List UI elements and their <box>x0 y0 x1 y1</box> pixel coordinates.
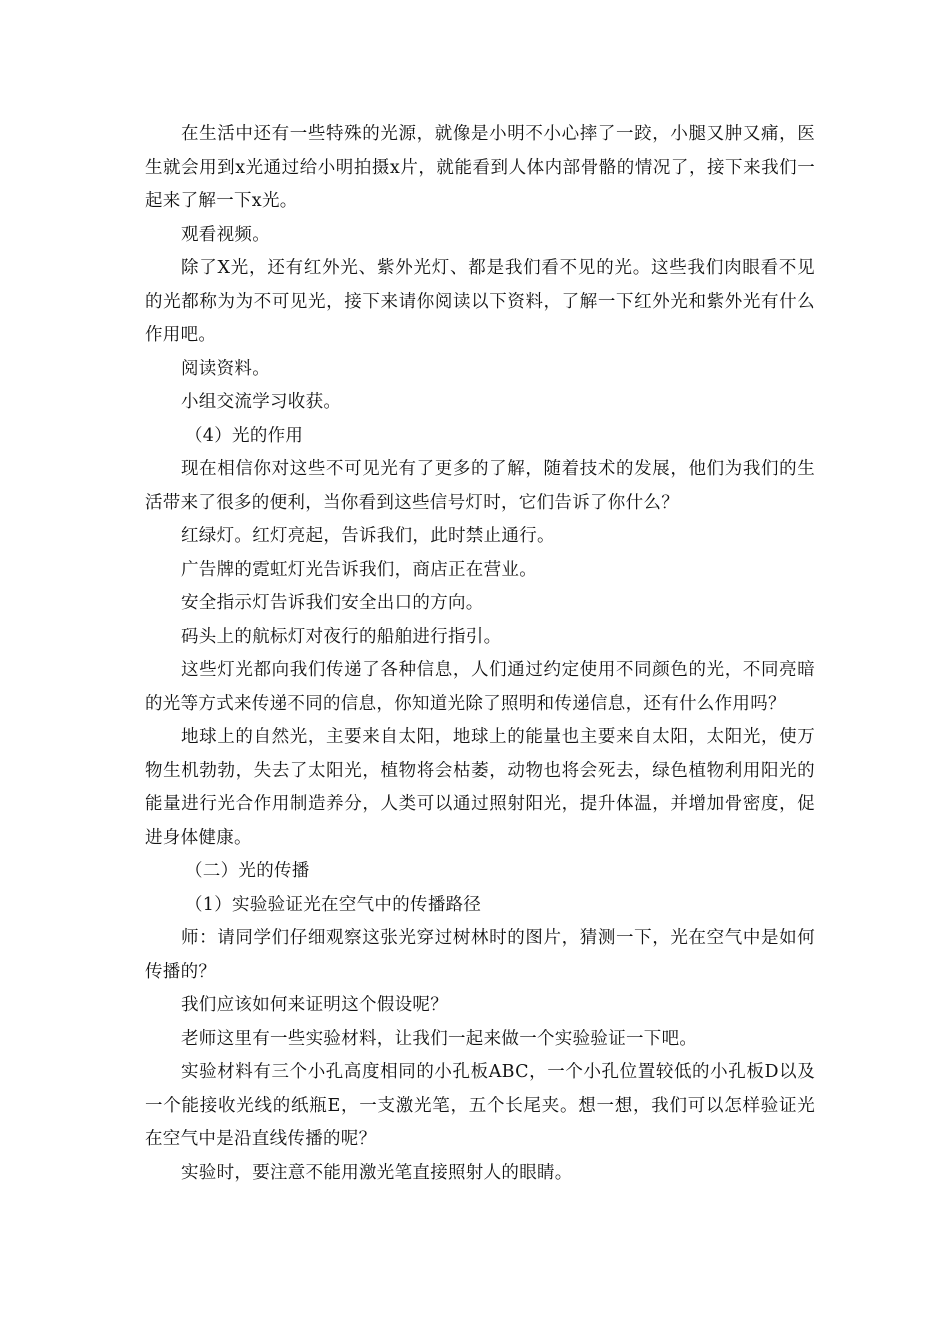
paragraph: 红绿灯。红灯亮起，告诉我们，此时禁止通行。 <box>181 526 555 546</box>
paragraph: 老师这里有一些实验材料，让我们一起来做一个实验验证一下吧。 <box>181 1028 698 1049</box>
document-body <box>145 118 815 1190</box>
section-heading: （4）光的作用 <box>185 425 304 446</box>
paragraph: 广告牌的霓虹灯光告诉我们，商店正在营业。 <box>181 559 537 580</box>
paragraph: 我们应该如何来证明这个假设呢？ <box>181 995 448 1015</box>
paragraph: 现在相信你对这些不可见光有了更多的了解，随着技术的发展，他们为我们的生活带来了很多的便利，当你看到这些信号灯时，它们告诉了你什么？ <box>145 459 815 513</box>
section-heading: （二）光的传播 <box>185 861 310 881</box>
paragraph: 阅读资料。 <box>181 358 270 379</box>
paragraph: 师：请同学们仔细观察这张光穿过树林时的图片，猜测一下，光在空气中是如何传播的？ <box>145 928 815 982</box>
paragraph: 地球上的自然光，主要来自太阳，地球上的能量也主要来自太阳，太阳光，使万物生机勃勃，失去了太阳光，植物将会枯萎，动物也将会死去，绿色植物利用阳光的能量进行光合作用制造养分，人类可以通过照射阳光，提升体温，并增加骨密度，促进身体健康。 <box>145 727 815 848</box>
subsection-heading: （1）实验验证光在空气中的传播路径 <box>185 894 482 915</box>
paragraph: 除了X光，还有红外光、紫外光灯、都是我们看不见的光。这些我们肉眼看不见的光都称为为不可见光，接下来请你阅读以下资料，了解一下红外光和紫外光有什么作用吧。 <box>145 258 815 345</box>
paragraph: 实验时，要注意不能用激光笔直接照射人的眼睛。 <box>181 1162 573 1183</box>
paragraph: 码头上的航标灯对夜行的船舶进行指引。 <box>181 626 502 647</box>
paragraph: 观看视频。 <box>181 224 270 245</box>
paragraph: 这些灯光都向我们传递了各种信息，人们通过约定使用不同颜色的光，不同亮暗的光等方式来传递不同的信息，你知道光除了照明和传递信息，还有什么作用吗？ <box>145 660 815 714</box>
paragraph: 小组交流学习收获。 <box>181 392 342 412</box>
paragraph: 实验材料有三个小孔高度相同的小孔板ABC，一个小孔位置较低的小孔板D以及一个能接收光线的纸瓶E，一支激光笔，五个长尾夹。想一想，我们可以怎样验证光在空气中是沿直线传播的呢？ <box>145 1062 815 1149</box>
paragraph: 在生活中还有一些特殊的光源，就像是小明不小心摔了一跤，小腿又肿又痛，医生就会用到x光通过给小明拍摄x片，就能看到人体内部骨骼的情况了，接下来我们一起来了解一下x光。 <box>145 124 815 211</box>
paragraph: 安全指示灯告诉我们安全出口的方向。 <box>181 593 484 613</box>
